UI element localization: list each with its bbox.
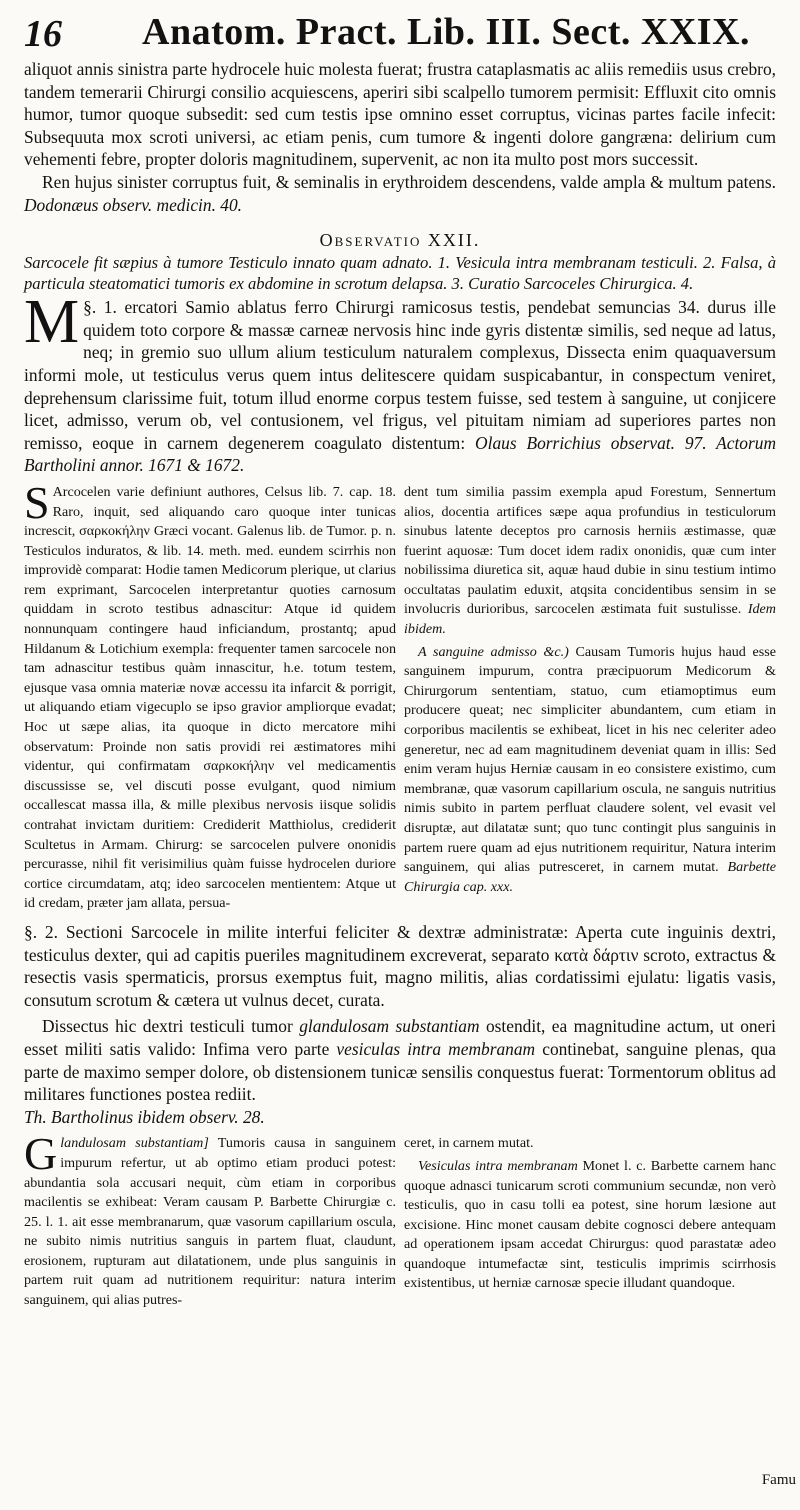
catchword: Famu: [761, 1472, 796, 1488]
commentary-1-right-paragraph-2: [404, 643, 776, 898]
kidney-text: Ren hujus sinister corruptus fuit, & seminalis in erythroidem descendens, valde ampla & multum patens.: [42, 171, 776, 192]
borrichius-citation: Olaus Borrichius observat. 97. Actorum Bartholini annor. 1671 & 1672.: [24, 432, 777, 476]
section-2-text-b: ostendit, ea magnitudine actum, ut oneri esset militi satis valido: Infima vero parte: [24, 1016, 776, 1059]
section-2-emphasis-1: glandulosam substantiam: [299, 1016, 480, 1037]
commentary-2-left-text: Tumoris causa in sanguinem impurum refertur, ut ab optimo etiam produci potest: abundantia sola accusari nequit, cùm etiam in corporibus macilentis se exhibeat: Veram causam P. Barbette Chirurgiæ c. 25. l. 1. ait esse membranarum, quæ vasorum capillarium oscula, ne subito nimis nutritius sanguis in partem fluat, claudunt, erosionem, rupturam aut dilatationem, unde plus sanguinis in partem ruit quam ad nutritionem requiritur: natura interim sanguinem, qui alias putres-: [24, 1135, 396, 1309]
bartholinus-citation: Th. Bartholinus ibidem observ. 28.: [24, 1106, 265, 1127]
observation-summary: Sarcocele fit sæpius à tumore Testiculo innato quam adnato. 1. Vesicula intra membranam testiculi. 2. Falsa, à particula steatomatici tumoris ex abdomine in scrotum delapsa. 3. Curatio Sarcoceles Chirurgica. 4.: [24, 253, 776, 293]
section-1-paragraph: [24, 288, 777, 477]
section-2-text-c: continebat, sanguine plenas, qua parte de maximo semper dolore, ob distensionem tunicæ sensilis conquestus fuerat: Tormentorum oblitus ad militares functiones postea rediit.: [24, 1038, 776, 1105]
commentary-1-right-text-2: Causam Tumoris hujus haud esse sanguinem impurum, contra præcipuorum Medicorum & Chirurgorum sententiam, statuo, cum etiamoptimus eum producere queat; nec simpliciter abundantem, cum etiam in corporibus macilentis se exhibeat, licet in his nec celeriter adeo generetur, nec ad eam magnitudinem deveniat quam in illis: Sed enim veram hujus Herniæ causam in eo consistere existimo, cum membranæ, quæ vasorum capillarium oscula, ne sanguis nutritius nimis subito in partem perfluat claudere solent, vel evasit vel disruptæ, aut dilatatæ sunt; quo tunc contingit plus sanguinis in partem ruere quam ad ejus nutritionem requiritur, Natura interim sanguinem, qui alias putresceret, in carnem mutat.: [404, 643, 776, 876]
observation-heading: Observatio XXII.: [319, 230, 481, 251]
section-2-dissection-paragraph: [24, 1015, 776, 1105]
idem-citation: Idem ibidem.: [404, 601, 776, 638]
section-1-dropcap: M: [24, 288, 80, 357]
running-head: [24, 10, 776, 58]
commentary-1-left-column: [24, 476, 396, 917]
section-1-marker: §. 1.: [83, 297, 117, 318]
commentary-2-right-column: [404, 1134, 776, 1313]
barbette-citation: Barbette Chirurgia cap. xxx.: [404, 859, 776, 895]
commentary-2-right-continuation: ceret, in carnem mutat.: [404, 1135, 534, 1152]
top-paragraph: aliquot annis sinistra parte hydrocele huic molesta fuerat; frustra cataplasmatis ac aliis remediis usus crebro, tandem temerarii Chirurgi consilio acquiescens, aperiri sibi scalpello tumorem permisit: Effluxit cito omnis humor, tumor quoque subsedit: sed cum testis ipse omnino esset corruptus, vicinas partes facile infecit: Subsequuta mox scroti universi, ac etiam penis, cum tumore & ingenti dolore gangræna: delirium cum vehementi febre, propter doloris magnitudinem, supervenit, ac non ita multo post mors successit.: [24, 59, 776, 170]
commentary-2-dropcap: G: [24, 1128, 58, 1180]
commentary-2-right-lemma: Vesiculas intra membranam: [418, 1157, 578, 1174]
commentary-2-lemma: landulosam substantiam]: [60, 1135, 209, 1152]
header-title: Anatom. Pract. Lib. III. Sect. XXIX.: [142, 11, 751, 53]
section-2-emphasis-2: vesiculas intra membranam: [336, 1038, 536, 1059]
section-2-text-a: Dissectus hic dextri testiculi tumor: [42, 1016, 293, 1037]
commentary-2-right-paragraph: [404, 1157, 776, 1294]
commentary-1-lemma: A sanguine admisso &c.): [418, 643, 569, 660]
commentary-1-left-paragraph: [24, 476, 396, 914]
commentary-2-right-text: Monet l. c. Barbette carnem hanc quoque adnasci tunicarum scroti communium secundæ, non verò testiculis, quo in casu tolli ea potest, sine horum læsione aut excisione. Hinc monet causam debite cognosci debere antequam ad operationem ipsam accedat Chirurgus: quod parastatæ adeo quandoque intumefactæ sint, testiculis imprimis scirrhosis existentibus, ut herniæ carnosæ specie illudant quandoque.: [404, 1157, 776, 1292]
kidney-paragraph: [24, 171, 776, 216]
section-1-text: ercatori Samio ablatus ferro Chirurgi ramicosus testis, pendebat semuncias 34. durus ille quidem toto corpore & massæ carneæ nervosis hinc inde gyris distentæ similis, sed neque ad latus, neq; in gremio suo ullum alium testiculum naturalem complexus, Dissecta enim quaquaversum informi mole, ut testiculus verus quem intus delitescere quidam suspicabantur, in conspectum veniret, deprehensum clarissime fuit, totum illud enorme corpus testem fuisse, sed testem à sanguine, ut conjicere licet, admisso, verum ob, vel contusionem, vel frigus, vel pituitam nimiam ad superiores partes non remisso, eoque in carnem degenerem coagulato distentum:: [24, 297, 777, 453]
page: [24, 10, 776, 1314]
commentary-1: [24, 476, 776, 917]
section-2-paragraph: §. 2. Sectioni Sarcocele in milite interfui feliciter & dextræ administratæ: Aperta cute inguinis dextri, testiculus dexter, qui ad capitis pueriles magnitudinem excreverat, separato κατὰ δάρτιν scroto, extractus & resectis vasis spermaticis, prorsus exemptus fuit, magno militis, alias cordatissimi ejulatu: ligatis vasis, consutum scrotum & cætera ut vulnus decet, curata.: [24, 921, 776, 1010]
dodonaeus-citation: Dodonæus observ. medicin. 40.: [24, 194, 243, 215]
commentary-1-right-text-1: dent tum similia passim exempla apud Forestum, Sennertum alios, docentia artifices sæpe aqua profundius in testiculorum sinubus latente deceptos pro carnosis herniis æstimasse, quæ fuerint aquosæ: Tum docet idem radix ononidis, quæ cum inter nobilissima diuretica sit, aquæ haud dubie in sinu testium intimo occultatas paulatim eduxit, atqsita concidentibus sensim in se involucris durioribus, sarcocelen æstimata fuit sustulisse.: [404, 483, 776, 618]
commentary-1-right-column: [404, 483, 776, 917]
commentary-1-left-text: Arcocelen varie definiunt authores, Celsus lib. 7. cap. 18. Raro, inquit, sed aliquando caro quoque inter tunicas increscit, σαρκοκήλην Græci vocant. Galenus lib. de Tumor. p. n. Testiculos induratos, & lib. 14. meth. med. eundem scirrhis non improvidè comparat: Hodie tamen Medicorum plerique, ut clarius rem exprimant, Sarcocelen interpretantur quoties carnosum quiddam in scroto testibus adnascitur: Atque id quidem nonnunquam contingere haud inficiandum, prostantq; apud Hildanum & Lotichium exempla: frequenter tamen sarcocele non tam adnascitur testibus quàm innascitur, h.e. totum testem, ejusque vasa omnia materiæ novæ accessu ita infarcit & porrigit, ut aliquando etiam vigecuplo se ipso gravior ampliorque evadat; Hoc ut sæpe alias, ita quoque in dicto mercatore mihi observatum: Proinde non satis providi rei æstimatores mihi videntur, qui confirmatam σαρκοκήλην vel medicamentis discussisse se, vel discuti posse evulgant, quod nimium occallescat massa illa, & mille plexibus nervosis iisque solidis contrahat invictam duritiem: Crediderit Matthiolus, crediderit Scultetus in Armam. Chirurg: se sarcocelen pulvere ononidis percurasse, nihil fit verisimilius quàm fuisse hydrocelen duriore cortice circumdatam, atq; ideo sarcocelen mentientem: Atque ut id credam, præter jam allata, persua-: [24, 483, 396, 912]
commentary-1-right-paragraph-1: [404, 483, 776, 640]
commentary-2-left-column: [24, 1128, 396, 1313]
commentary-1-dropcap: S: [24, 476, 50, 528]
commentary-2-left-paragraph: [24, 1128, 396, 1310]
page-number: 16: [24, 13, 62, 55]
commentary-2: [24, 1128, 776, 1313]
